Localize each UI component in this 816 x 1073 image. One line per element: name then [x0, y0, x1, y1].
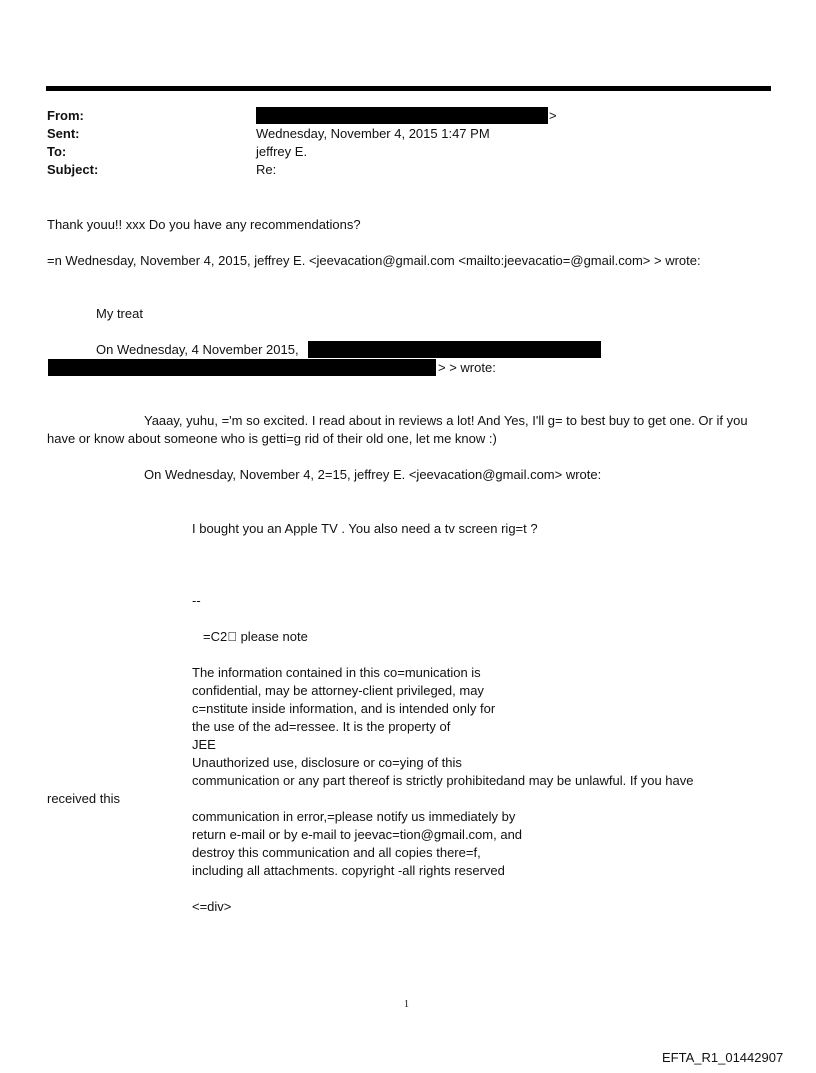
div-tag: <=div>: [192, 899, 232, 914]
header-rule: [46, 86, 771, 91]
bates-number: EFTA_R1_01442907: [662, 1050, 784, 1065]
from-label: From:: [47, 108, 84, 123]
disclaimer-line: the use of the ad=ressee. It is the property of: [192, 719, 451, 734]
quote-header: =n Wednesday, November 4, 2015, jeffrey E. <jeevacation@gmail.com <mailto:jeevacatio=@gmail.com> > wrote:: [47, 253, 701, 268]
page-number: 1: [404, 999, 409, 1010]
email-redaction: [48, 359, 436, 376]
quote-header-suffix: > > wrote:: [438, 360, 496, 375]
disclaimer-line: communication in error,=please notify us immediately by: [192, 809, 516, 824]
disclaimer-line: communication or any part thereof is strictly prohibitedand may be unlawful. If you have: [192, 773, 694, 788]
quote-header: On Wednesday, 4 November 2015,: [96, 342, 299, 357]
quote-header: On Wednesday, November 4, 2=15, jeffrey E. <jeevacation@gmail.com> wrote:: [144, 467, 602, 482]
to-label: To:: [47, 144, 67, 159]
disclaimer-line: c=nstitute inside information, and is intended only for: [192, 701, 496, 716]
disclaimer-line: including all attachments. copyright -all rights reserved: [192, 863, 505, 878]
sent-value: Wednesday, November 4, 2015 1:47 PM: [256, 126, 490, 141]
disclaimer-line: received this: [47, 791, 120, 806]
disclaimer-line: destroy this communication and all copies there=f,: [192, 845, 481, 860]
disclaimer-line: confidential, may be attorney-client privileged, may: [192, 683, 484, 698]
sender-redaction: [308, 341, 601, 358]
sent-label: Sent:: [47, 126, 80, 141]
body-line: Thank youu!! xxx Do you have any recommendations?: [47, 217, 361, 232]
disclaimer-line: return e-mail or by e-mail to jeevac=tion@gmail.com, and: [192, 827, 523, 842]
body-line: I bought you an Apple TV . You also need a tv screen rig=t ?: [192, 521, 538, 536]
signature-separator: --: [192, 593, 201, 608]
to-value: jeffrey E.: [256, 144, 308, 159]
from-redaction: [256, 107, 548, 124]
please-note: =C2  please note: [203, 629, 308, 644]
body-line: My treat: [96, 306, 143, 321]
disclaimer-line: Unauthorized use, disclosure or co=ying of this: [192, 755, 462, 770]
subject-value: Re:: [256, 162, 277, 177]
body-line: have or know about someone who is getti=g rid of their old one, let me know :): [47, 431, 497, 446]
disclaimer-line: The information contained in this co=munication is: [192, 665, 481, 680]
disclaimer-line: JEE: [192, 737, 216, 752]
body-line: Yaaay, yuhu, ='m so excited. I read about in reviews a lot! And Yes, I'll g= to best buy to get one. Or if you: [144, 413, 748, 428]
from-suffix: >: [549, 108, 557, 123]
subject-label: Subject:: [47, 162, 99, 177]
